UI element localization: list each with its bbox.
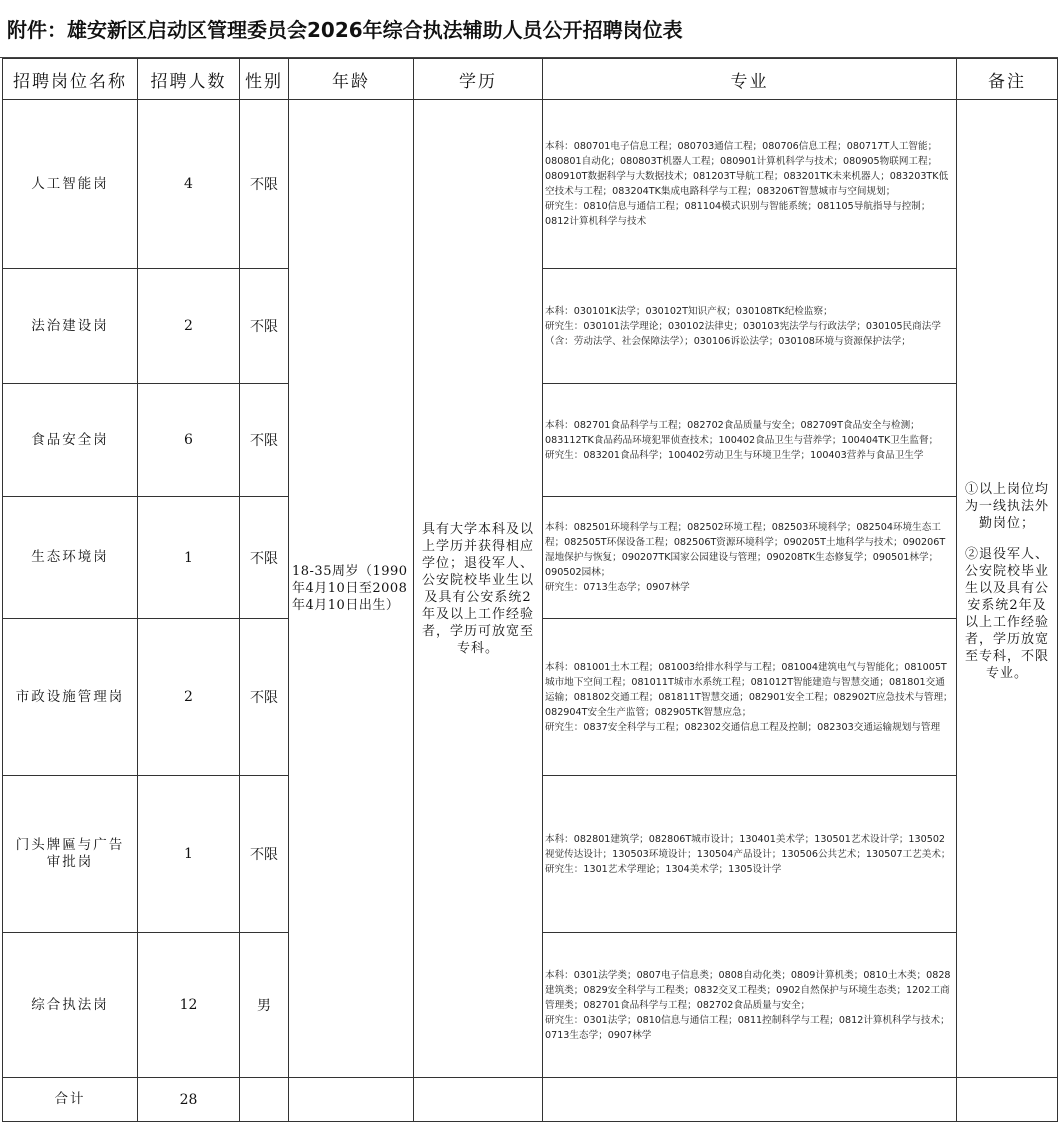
position-name: 生态环境岗 <box>3 497 138 619</box>
major-undergrad: 本科：082501环境科学与工程；082502环境工程；082503环境科学；082504环境生态工程；082505T环保设备工程；082506T资源环境科学；090205T土地科学与技术；090206T湿地保护与恢复；090207TK国家公园建设与管理；090208TK生态修复学；090501林学；090502园林； <box>545 522 946 578</box>
major-grad: 研究生：0301法学；0810信息与通信工程；0811控制科学与工程；0812计算机科学与技术；0713生态学；0907林学 <box>545 1014 950 1041</box>
major-grad: 研究生：1301艺术学理论；1304美术学；1305设计学 <box>545 863 782 875</box>
major-grad: 研究生：030101法学理论；030102法律史；030103宪法学与行政法学；030105民商法学（含：劳动法学、社会保障法学）；030106诉讼法学；030108环境与资源保护法学； <box>545 320 941 347</box>
age-requirement: 18-35周岁（1990年4月10日至2008年4月10日出生） <box>289 100 414 1078</box>
position-name: 市政设施管理岗 <box>3 619 138 776</box>
total-label: 合计 <box>3 1078 138 1122</box>
major-undergrad: 本科：0301法学类；0807电子信息类；0808自动化类；0809计算机类；0810土木类；0828建筑类；0829安全科学与工程类；0832交叉工程类；0902自然保护与环境生态类；1202工商管理类；082701食品科学与工程；082702食品质量与安全； <box>545 969 951 1011</box>
major-grad: 研究生：0713生态学；0907林学 <box>545 582 690 593</box>
position-gender: 不限 <box>240 619 289 776</box>
position-name: 人工智能岗 <box>3 100 138 269</box>
total-row <box>3 1078 1058 1122</box>
major-undergrad: 本科：081001土木工程；081003给排水科学与工程；081004建筑电气与智能化；081005T城市地下空间工程；081011T城市水系统工程；081012T智能建造与智慧交通；081801交通运输；081802交通工程；081811T智慧交通；082901安全工程；082902T应急技术与管理；082904T安全生产监管；082905TK智慧应急； <box>545 661 953 718</box>
header-row <box>3 59 1058 100</box>
position-name: 食品安全岗 <box>3 384 138 497</box>
education-requirement: 具有大学本科及以上学历并获得相应学位；退役军人、公安院校毕业生以及具有公安系统2年及以上工作经验者，学历可放宽至专科。 <box>414 100 543 1078</box>
note-item: ②退役军人、公安院校毕业生以及具有公安系统2年及以上工作经验者，学历放宽至专科，不限专业。 <box>964 547 1049 681</box>
position-gender: 不限 <box>240 776 289 933</box>
position-name: 综合执法岗 <box>3 933 138 1078</box>
position-gender: 不限 <box>240 384 289 497</box>
major-undergrad: 本科：082801建筑学；082806T城市设计；130401美术学；130501艺术设计学；130502视觉传达设计；130503环境设计；130504产品设计；130506公共艺术；130507工艺美术； <box>545 833 951 860</box>
note-item: ①以上岗位均为一线执法外勤岗位； <box>964 482 1049 531</box>
notes-cell <box>957 100 1058 1078</box>
position-gender: 不限 <box>240 269 289 384</box>
position-name: 门头牌匾与广告审批岗 <box>3 776 138 933</box>
header-notes: 备注 <box>957 59 1058 100</box>
position-count: 4 <box>138 100 240 269</box>
empty-cell <box>289 1078 414 1122</box>
empty-cell <box>543 1078 957 1122</box>
empty-cell <box>414 1078 543 1122</box>
major-requirement <box>543 384 957 497</box>
positions-table <box>2 58 1058 1122</box>
header-education: 学历 <box>414 59 543 100</box>
major-requirement <box>543 933 957 1078</box>
title-bar <box>0 0 1058 58</box>
position-count: 1 <box>138 497 240 619</box>
position-count: 12 <box>138 933 240 1078</box>
position-gender: 不限 <box>240 497 289 619</box>
position-name: 法治建设岗 <box>3 269 138 384</box>
position-count: 2 <box>138 619 240 776</box>
header-gender: 性别 <box>240 59 289 100</box>
position-gender: 不限 <box>240 100 289 269</box>
major-requirement <box>543 776 957 933</box>
document-title: 附件：雄安新区启动区管理委员会2026年综合执法辅助人员公开招聘岗位表 <box>7 18 683 42</box>
empty-cell <box>957 1078 1058 1122</box>
major-undergrad: 本科：030101K法学；030102T知识产权；030108TK纪检监察； <box>545 305 833 317</box>
major-undergrad: 本科：082701食品科学与工程；082702食品质量与安全；082709T食品安全与检测；083112TK食品药品环境犯罪侦查技术；100402食品卫生与营养学；100404TK卫生监督； <box>545 419 939 446</box>
major-grad: 研究生：0837安全科学与工程；082302交通信息工程及控制；082303交通运输规划与管理 <box>545 721 941 733</box>
header-age: 年龄 <box>289 59 414 100</box>
major-requirement <box>543 497 957 619</box>
major-requirement <box>543 269 957 384</box>
major-requirement <box>543 619 957 776</box>
position-count: 2 <box>138 269 240 384</box>
total-count: 28 <box>138 1078 240 1122</box>
header-count: 招聘人数 <box>138 59 240 100</box>
empty-cell <box>240 1078 289 1122</box>
position-gender: 男 <box>240 933 289 1078</box>
major-requirement <box>543 100 957 269</box>
major-grad: 研究生：083201食品科学；100402劳动卫生与环境卫生学；100403营养与食品卫生学 <box>545 449 924 461</box>
table-row <box>3 100 1058 269</box>
major-undergrad: 本科：080701电子信息工程；080703通信工程；080706信息工程；080717T人工智能；080801自动化；080803T机器人工程；080901计算机科学与技术；080905物联网工程；080910T数据科学与大数据技术；081203T导航工程；083201TK未来机器人；083203TK低空技术与工程；083204TK集成电路科学与工程；083206T智慧城市与空间规划； <box>545 141 949 197</box>
position-count: 1 <box>138 776 240 933</box>
header-position: 招聘岗位名称 <box>3 59 138 100</box>
major-grad: 研究生：0810信息与通信工程；081104模式识别与智能系统；081105导航指导与控制；0812计算机科学与技术 <box>545 201 931 227</box>
header-major: 专业 <box>543 59 957 100</box>
position-count: 6 <box>138 384 240 497</box>
